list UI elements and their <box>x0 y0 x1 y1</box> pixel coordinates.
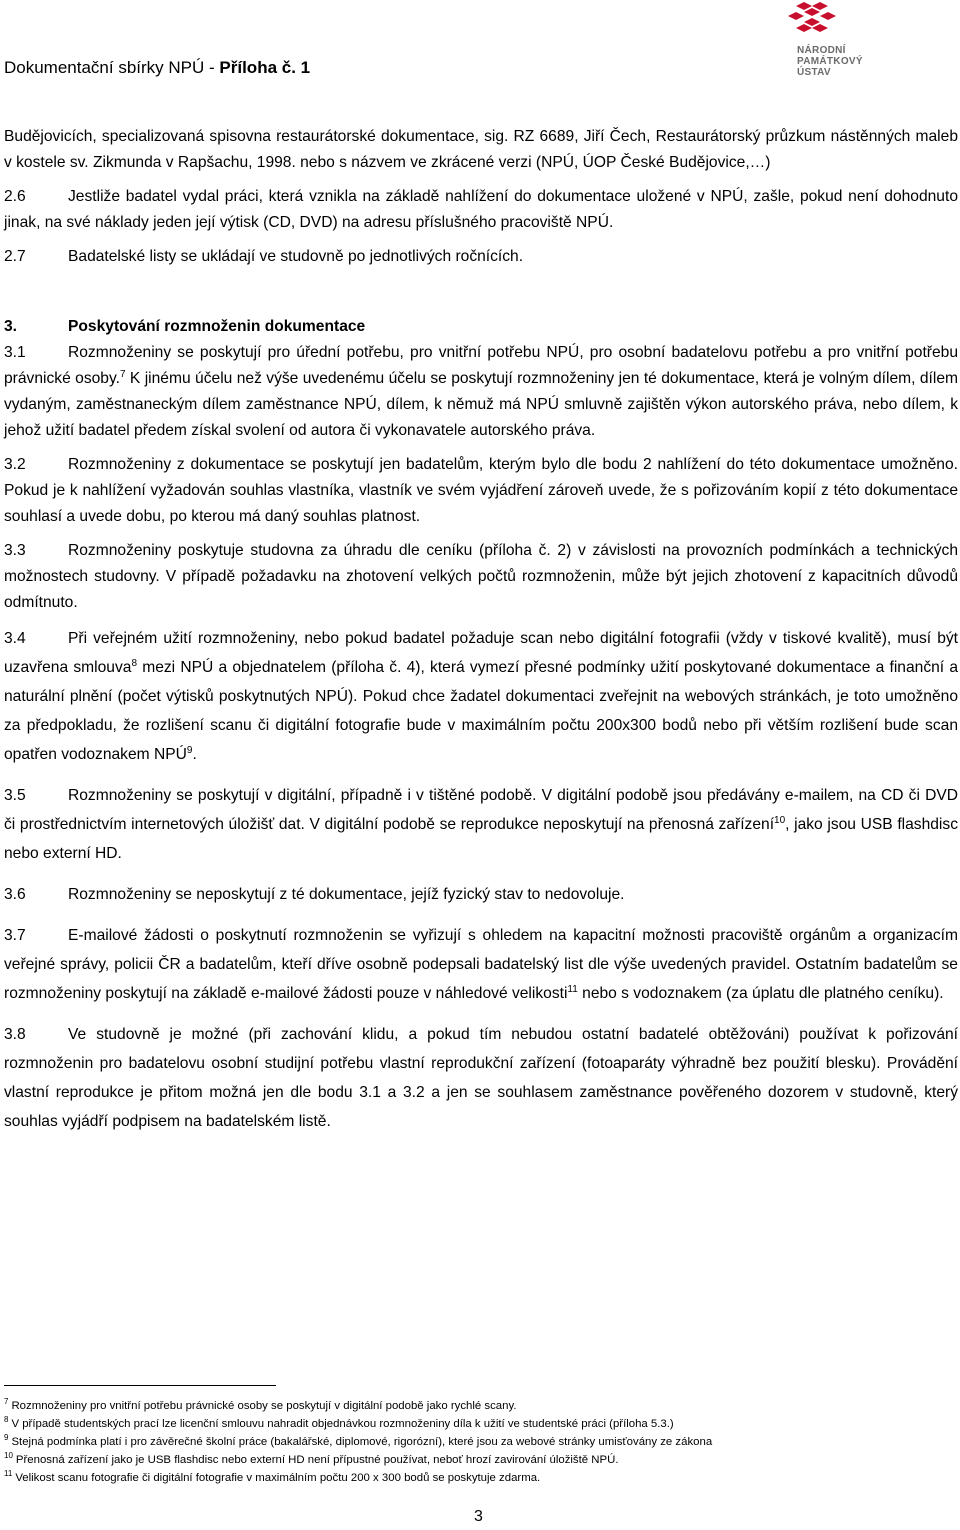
document-body <box>4 124 958 1136</box>
paragraph-number: 3.4 <box>4 630 26 647</box>
npu-logo <box>782 0 862 86</box>
logo-line-3: ÚSTAV <box>797 67 831 78</box>
paragraph-text: Ve studovně je možné (při zachování klidu, a pokud tím nebudou ostatní badatelé obtěžováni) používat k pořizování rozmnoženin pro badatelovu osobní studijní potřebu vlastní reprodukční zařízení (fotoaparáty výhradně bez použití blesku). Provádění vlastní reprodukce je přitom možná jen dle bodu 3.1 a 3.2 a jen se souhlasem zaměstnance pověřeného dozorem v studovně, který souhlas vyjádří podpisem na badatelském listě. <box>4 1026 958 1130</box>
paragraph-text: Rozmnoženiny poskytuje studovna za úhradu dle ceníku (příloha č. 2) v závislosti na provozních podmínkách a technických možnostech studovny. V případě požadavku na zhotovení velkých počtů rozmnoženin, může být jejich zhotovení z kapacitních důvodů odmítnuto. <box>4 542 958 611</box>
paragraph-text: Při veřejném užití rozmnoženiny, nebo pokud badatel požaduje scan nebo digitální fotografii (vždy v tiskové kvalitě), musí být uzavřena smlouva <box>4 630 958 676</box>
paragraph-text: Rozmnoženiny se poskytují pro úřední potřebu, pro vnitřní potřebu NPÚ, pro osobní badatelovu potřebu a pro vnitřní potřebu právnické osoby. <box>4 344 958 387</box>
footnote-ref: 8 <box>131 657 137 669</box>
section-3-heading <box>4 314 958 340</box>
paragraph-text: Jestliže badatel vydal práci, která vznikla na základě nahlížení do dokumentace uložené v NPÚ, zašle, pokud není dohodnuto jinak, na své náklady jeden její výtisk (CD, DVD) na adresu příslušného pracoviště NPÚ. <box>4 188 958 231</box>
paragraph-text: Badatelské listy se ukládají ve studovně po jednotlivých ročnících. <box>68 248 524 265</box>
footnote-text: Stejná podmínka platí i pro závěrečné školní práce (bakalářské, diplomové, rigorózní), které jsou za webové stránky umisťovány ze zákona <box>11 1436 713 1448</box>
header-title-prefix: Dokumentační sbírky NPÚ - <box>4 58 220 77</box>
footnote-number: 10 <box>4 1451 13 1461</box>
footnote-text: Rozmnoženiny pro vnitřní potřebu právnické osoby se poskytují v digitální podobě jako rychlé scany. <box>11 1400 517 1412</box>
paragraph-number: 3.2 <box>4 456 26 473</box>
section-title: Poskytování rozmnoženin dokumentace <box>68 318 366 335</box>
footnote-ref: 10 <box>774 814 786 826</box>
logo-line-1: NÁRODNÍ <box>797 45 846 56</box>
paragraph-number: 3.8 <box>4 1026 26 1043</box>
paragraph-3-1 <box>4 340 958 444</box>
paragraph-text: mezi NPÚ a objednatelem (příloha č. 4), která vymezí přesné podmínky užití poskytované dokumentace a finanční a naturální plnění (počet výtisků poskytnutých NPÚ). Pokud chce žadatel dokumentaci zveřejnit na webových stránkách, je toto umožněno za předpokladu, že rozlišení scanu či digitální fotografie bude v maximálním počtu 200x300 bodů nebo při větším rozlišení bude scan opatřen vodoznakem NPÚ <box>4 659 958 763</box>
paragraph-text: Rozmnoženiny se neposkytují z té dokumentace, jejíž fyzický stav to nedovoluje. <box>68 886 625 903</box>
footnote-8 <box>4 1415 958 1433</box>
paragraph-text: nebo s vodoznakem (za úplatu dle platného ceníku). <box>577 985 944 1002</box>
paragraph-number: 3.7 <box>4 927 26 944</box>
footnote-number: 8 <box>4 1415 9 1425</box>
paragraph-text: . <box>192 746 197 763</box>
footnote-number: 9 <box>4 1433 9 1443</box>
intro-paragraph: Budějovicích, specializovaná spisovna restaurátorské dokumentace, sig. RZ 6689, Jiří Čech, Restaurátorský průzkum nástěnných maleb v kostele sv. Zikmunda v Rapšachu, 1998. nebo s názvem ve zkrácené verzi (NPÚ, ÚOP České Budějovice,…) <box>4 128 958 171</box>
logo-text <box>797 45 863 78</box>
paragraph-3-6 <box>4 880 958 909</box>
section-number: 3. <box>4 318 18 335</box>
page-number: 3 <box>474 1508 483 1525</box>
footnote-ref: 11 <box>567 983 578 995</box>
paragraph-text: Rozmnoženiny z dokumentace se poskytují jen badatelům, kterým bylo dle bodu 2 nahlížení do této dokumentace umožněno. Pokud je k nahlížení vyžadován souhlas vlastníka, vlastník ve svém vyjádření zároveň uvede, že s pořizováním kopií z této dokumentace souhlasí a uvede dobu, po kterou má daný souhlas platnost. <box>4 456 958 525</box>
paragraph-number: 3.5 <box>4 787 26 804</box>
footnote-ref: 9 <box>186 744 193 756</box>
paragraph-text: K jinému účelu než výše uvedenému účelu se poskytují rozmnoženiny jen té dokumentace, která je volným dílem, dílem vydaným, zaměstnaneckým dílem zaměstnance NPÚ, dílem, k němuž má NPÚ smluvně zajištěn výkon autorského práva, nebo dílem, k jehož užití badatel předem získal svolení od autora či vykonavatele autorského práva. <box>4 370 958 439</box>
footnote-10 <box>4 1451 958 1469</box>
npu-logo-icon <box>782 0 842 40</box>
footnote-ref: 7 <box>119 368 126 380</box>
paragraph-2-6 <box>4 184 958 236</box>
footnotes <box>4 1397 958 1487</box>
paragraph-text: E-mailové žádosti o poskytnutí rozmnoženin se vyřizují s ohledem na kapacitní možnosti pracoviště orgánům a organizacím veřejné správy, policii ČR a badatelům, kteří dříve osobně podepsali badatelský list dle výše uvedených pravidel. Ostatním badatelům se rozmnoženiny poskytují na základě e-mailové žádosti pouze v náhledové velikosti <box>4 927 958 1002</box>
paragraph-number: 2.6 <box>4 188 26 205</box>
paragraph-3-7 <box>4 921 958 1008</box>
paragraph-number: 2.7 <box>4 248 26 265</box>
paragraph-2-7 <box>4 244 958 270</box>
paragraph-text: , jako jsou USB flashdisc nebo externí HD. <box>4 816 958 862</box>
footnote-number: 7 <box>4 1397 9 1407</box>
paragraph-text: Rozmnoženiny se poskytují v digitální, případně i v tištěné podobě. V digitální podobě jsou předávány e-mailem, na CD či DVD či prostřednictvím internetových úložišť dat. V digitální podobě se reprodukce neposkytují na přenosná zařízení <box>4 787 958 833</box>
footnote-9 <box>4 1433 958 1451</box>
paragraph-3-4 <box>4 624 958 769</box>
paragraph-3-3 <box>4 538 958 616</box>
footnote-separator <box>4 1385 276 1386</box>
footnote-number: 11 <box>4 1469 13 1479</box>
paragraph-3-5 <box>4 781 958 868</box>
footnote-11 <box>4 1469 958 1487</box>
paragraph-3-2 <box>4 452 958 530</box>
paragraph-number: 3.6 <box>4 886 26 903</box>
logo-line-2: PAMÁTKOVÝ <box>797 56 863 67</box>
paragraph-number: 3.1 <box>4 344 26 361</box>
paragraph-number: 3.3 <box>4 542 26 559</box>
header-title <box>4 58 310 78</box>
footnote-text: Přenosná zařízení jako je USB flashdisc nebo externí HD není přípustné používat, neboť hrozí zavirování úložiště NPÚ. <box>15 1454 619 1466</box>
paragraph-3-8 <box>4 1020 958 1136</box>
footnote-7 <box>4 1397 958 1415</box>
page-header <box>0 0 960 90</box>
header-title-bold: Příloha č. 1 <box>219 58 311 77</box>
footnote-text: V případě studentských prací lze licenční smlouvu nahradit objednávkou rozmnoženiny díla k užití ve studentské práci (příloha 5.3.) <box>11 1418 674 1430</box>
footnote-text: Velikost scanu fotografie či digitální fotografie v maximálním počtu 200 x 300 bodů se poskytuje zdarma. <box>15 1472 541 1484</box>
